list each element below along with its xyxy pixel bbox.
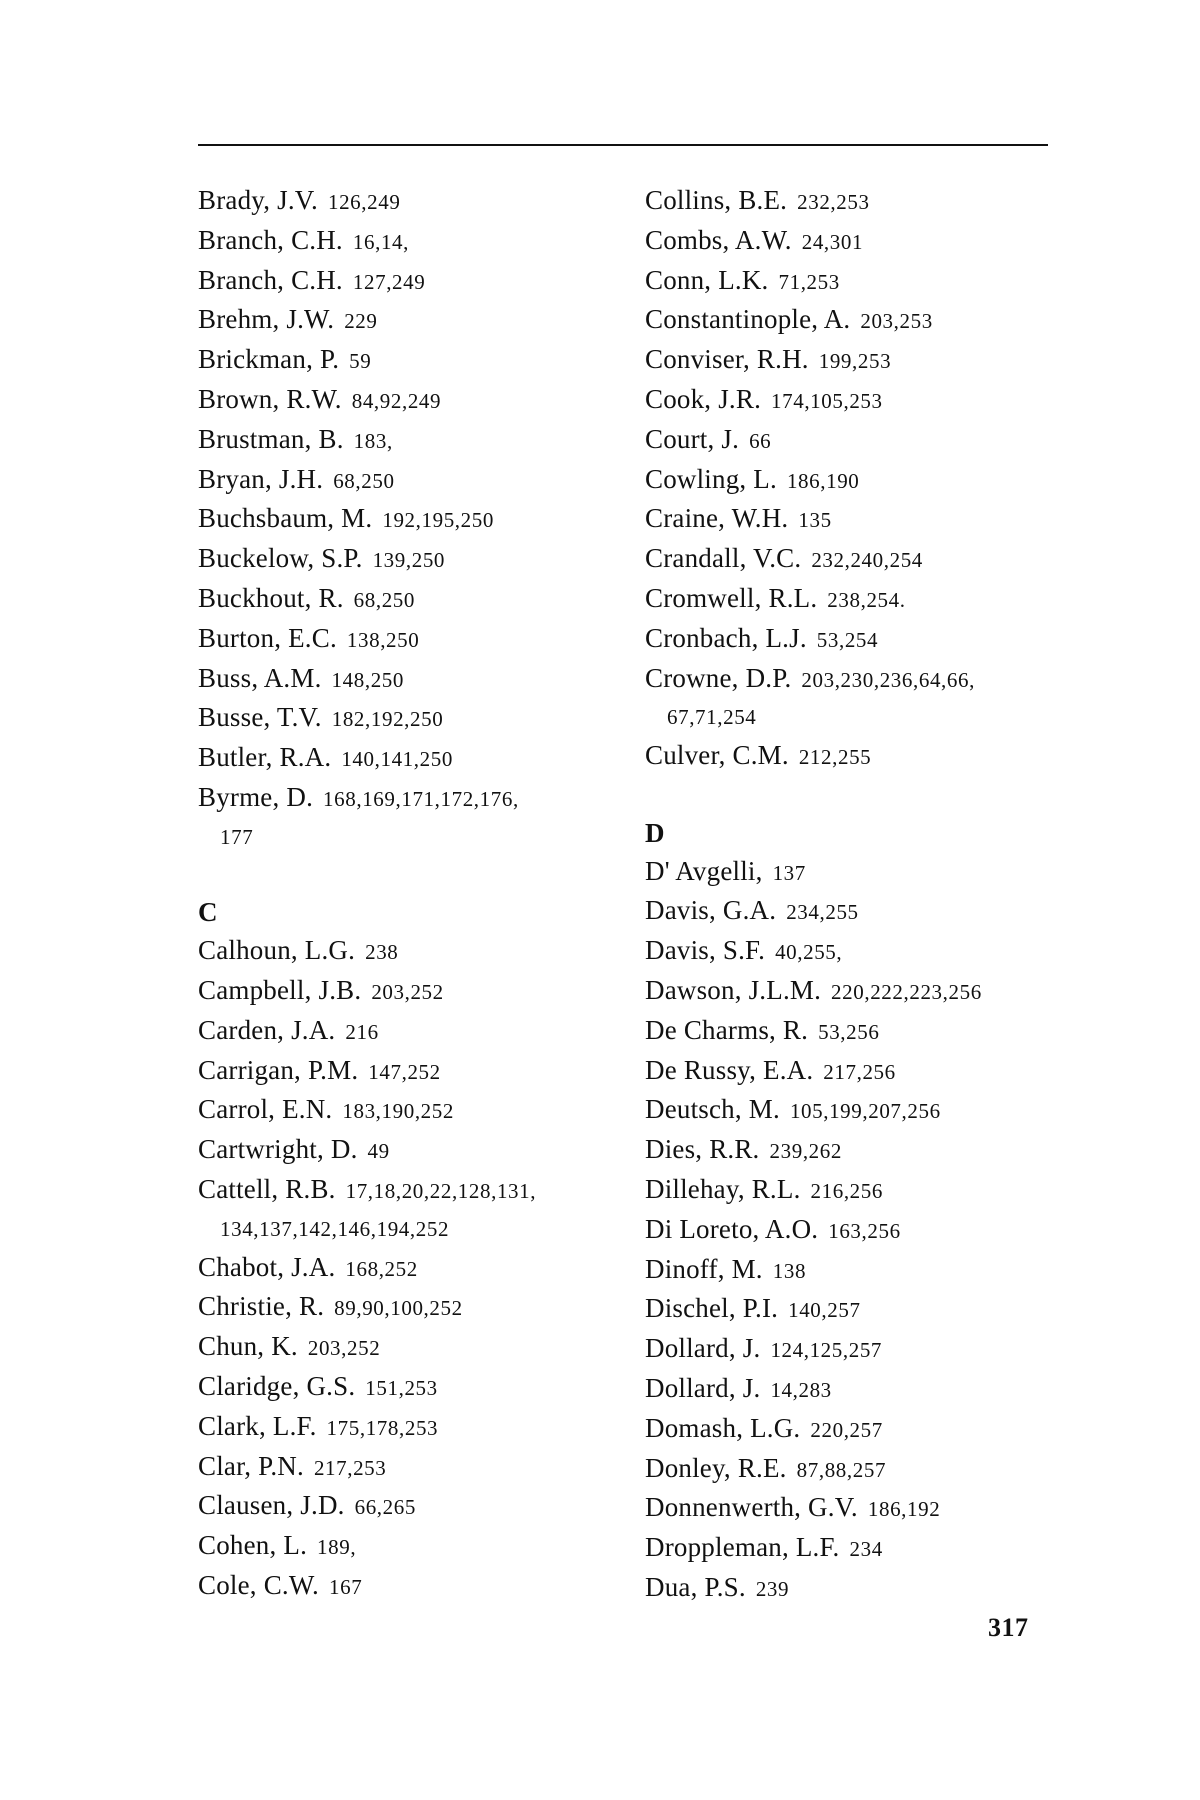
entry-pages: 163,256	[828, 1218, 901, 1243]
index-entry	[645, 1450, 1075, 1490]
entry-name: Combs, A.W.	[645, 224, 792, 255]
entry-name: Buss, A.M.	[198, 662, 322, 693]
entry-name: Donley, R.E.	[645, 1452, 787, 1483]
index-entry	[198, 1328, 628, 1368]
index-entry	[645, 620, 1075, 660]
entry-name: Butler, R.A.	[198, 742, 332, 773]
index-entry	[645, 341, 1075, 381]
entry-name: Brady, J.V.	[198, 185, 318, 215]
entry-name: Cronbach, L.J.	[645, 622, 807, 653]
entry-name: Calhoun, L.G.	[198, 935, 356, 966]
index-entry	[645, 1330, 1075, 1370]
index-entry	[198, 381, 628, 421]
index-entry	[198, 182, 628, 222]
entry-pages: 199,253	[818, 349, 892, 374]
index-entry	[645, 1251, 1075, 1291]
index-column-left	[198, 182, 628, 1607]
entry-name: Cattell, R.B.	[198, 1173, 336, 1204]
entry-pages: 203,253	[860, 309, 933, 334]
entry-name: Branch, C.H.	[198, 224, 343, 255]
entry-pages: 239	[755, 1576, 790, 1601]
entry-pages: 168,169,171,172,176,	[323, 786, 519, 811]
entry-pages: 229	[344, 309, 378, 334]
entry-pages: 167	[329, 1574, 363, 1599]
entry-name: Branch, C.H.	[198, 264, 343, 295]
index-entry	[198, 1368, 628, 1408]
index-entry	[198, 1487, 628, 1527]
entry-pages: 14,283	[770, 1377, 832, 1402]
entry-pages: 234,255	[786, 900, 859, 925]
index-entry	[198, 262, 628, 302]
entry-name: Busse, T.V.	[198, 702, 322, 733]
index-entry	[645, 892, 1075, 932]
entry-name: Carden, J.A.	[198, 1014, 336, 1045]
entry-name: Carrigan, P.M.	[198, 1054, 359, 1085]
index-entry	[198, 301, 628, 341]
entry-name: D' Avgelli,	[645, 855, 763, 886]
entry-name: Conviser, R.H.	[645, 344, 809, 375]
entry-name: Christie, R.	[198, 1291, 325, 1322]
index-entry	[198, 660, 628, 700]
entry-pages: 189,	[317, 1535, 357, 1560]
entry-name: Cole, C.W.	[198, 1569, 320, 1600]
entry-name: Dawson, J.L.M.	[645, 974, 822, 1005]
entry-name: Dollard, J.	[645, 1333, 761, 1364]
index-entry	[198, 1527, 628, 1567]
entry-pages: 216,256	[810, 1178, 883, 1203]
index-entry	[645, 972, 1075, 1012]
index-entry	[198, 500, 628, 540]
entry-name: Chabot, J.A.	[198, 1251, 336, 1282]
index-entry	[198, 620, 628, 660]
index-entry	[198, 1567, 628, 1607]
entry-pages: 203,252	[307, 1336, 381, 1361]
entry-pages: 84,92,249	[351, 388, 442, 413]
index-entry	[198, 932, 628, 972]
index-entry	[645, 500, 1075, 540]
entry-name: Domash, L.G.	[645, 1412, 801, 1443]
index-entry	[645, 1091, 1075, 1131]
section-spacer	[198, 857, 628, 895]
entry-pages: 212,255	[798, 745, 872, 770]
entry-name: Dua, P.S.	[645, 1571, 746, 1602]
entry-name: Cowling, L.	[645, 463, 777, 494]
entry-pages: 203,252	[371, 979, 444, 1004]
section-heading-d: D	[645, 817, 665, 848]
entry-name: Brustman, B.	[198, 423, 344, 454]
index-entry	[198, 1408, 628, 1448]
index-entry	[198, 1131, 628, 1171]
entry-name: Collins, B.E.	[645, 185, 788, 215]
entry-pages: 174,105,253	[771, 388, 883, 413]
entry-pages: 66,265	[354, 1495, 416, 1520]
entry-name: Cartwright, D.	[198, 1134, 358, 1165]
entry-pages: 168,252	[345, 1256, 418, 1281]
entry-pages: 68,250	[353, 587, 416, 612]
entry-pages: 17,18,20,22,128,131,	[345, 1178, 537, 1203]
index-entry	[645, 301, 1075, 341]
index-entry	[645, 421, 1075, 461]
index-entry	[198, 461, 628, 501]
index-entry	[198, 1171, 628, 1211]
entry-pages: 137	[772, 860, 806, 885]
index-entry	[198, 739, 628, 779]
index-entry	[645, 1290, 1075, 1330]
entry-name: Davis, S.F.	[645, 935, 766, 966]
index-entry	[198, 580, 628, 620]
index-entry	[198, 1249, 628, 1289]
entry-pages: 40,255,	[775, 940, 843, 965]
index-column-right	[645, 182, 1075, 1609]
entry-pages: 16,14,	[352, 229, 409, 254]
entry-pages: 220,222,223,256	[831, 979, 982, 1004]
index-entry	[645, 540, 1075, 580]
entry-name: Clark, L.F.	[198, 1410, 317, 1441]
entry-name: Clausen, J.D.	[198, 1490, 345, 1521]
entry-name: Brickman, P.	[198, 344, 340, 375]
index-entry	[645, 222, 1075, 262]
entry-pages: 139,250	[372, 548, 446, 573]
index-entry	[645, 1529, 1075, 1569]
index-entry	[198, 341, 628, 381]
entry-name: Brown, R.W.	[198, 383, 342, 414]
entry-name: Davis, G.A.	[645, 895, 777, 926]
entry-name: Carrol, E.N.	[198, 1094, 333, 1125]
entry-pages: 105,199,207,256	[789, 1099, 941, 1124]
entry-name: Buckelow, S.P.	[198, 543, 363, 574]
entry-name: Byrme, D.	[198, 781, 314, 812]
entry-pages: 216	[345, 1019, 379, 1044]
entry-pages: 66	[749, 428, 772, 453]
entry-pages: 87,88,257	[796, 1457, 887, 1482]
entry-pages: 138	[772, 1258, 807, 1283]
entry-name: Clar, P.N.	[198, 1450, 304, 1481]
index-entry	[198, 1091, 628, 1131]
index-entry	[645, 1171, 1075, 1211]
entry-pages: 53,256	[818, 1019, 880, 1044]
entry-name: Droppleman, L.F.	[645, 1532, 840, 1563]
index-entry	[645, 580, 1075, 620]
index-entry	[198, 779, 628, 819]
entry-pages: 217,256	[823, 1059, 896, 1084]
entry-name: Buckhout, R.	[198, 582, 344, 613]
entry-pages: 71,253	[778, 269, 840, 294]
entry-name: Donnenwerth, G.V.	[645, 1492, 858, 1523]
entry-pages: 124,125,257	[770, 1338, 883, 1363]
entry-name: Campbell, J.B.	[198, 974, 362, 1005]
entry-pages: 127,249	[352, 269, 426, 294]
entry-pages: 232,240,254	[811, 548, 923, 573]
entry-pages: 203,230,236,64,66,	[801, 667, 975, 692]
index-entry	[198, 699, 628, 739]
entry-name: Conn, L.K.	[645, 264, 769, 295]
entry-name: Crandall, V.C.	[645, 543, 802, 574]
index-entry	[645, 1052, 1075, 1092]
entry-pages: 138,250	[346, 627, 420, 652]
entry-pages: 68,250	[333, 468, 395, 493]
entry-name: Dies, R.R.	[645, 1134, 760, 1165]
entry-pages: 217,253	[313, 1455, 387, 1480]
entry-name: Claridge, G.S.	[198, 1370, 356, 1401]
index-entry	[198, 1052, 628, 1092]
entry-pages: 135	[798, 508, 832, 533]
entry-name: Court, J.	[645, 423, 740, 454]
entry-pages: 24,301	[801, 229, 864, 254]
index-entry	[198, 540, 628, 580]
entry-pages: 192,195,250	[382, 508, 494, 533]
section-spacer	[645, 777, 1075, 815]
entry-pages: 175,178,253	[326, 1415, 439, 1440]
entry-name: Dollard, J.	[645, 1372, 761, 1403]
entry-name: Cromwell, R.L.	[645, 582, 818, 613]
entry-pages: 232,253	[797, 190, 870, 214]
index-entry	[645, 1410, 1075, 1450]
entry-name: Burton, E.C.	[198, 622, 337, 653]
entry-name: Cook, J.R.	[645, 383, 762, 414]
entry-name: Craine, W.H.	[645, 503, 789, 534]
entry-pages-continued: 134,137,142,146,194,252	[220, 1216, 450, 1241]
entry-name: Di Loreto, A.O.	[645, 1213, 819, 1244]
entry-name: De Russy, E.A.	[645, 1054, 814, 1085]
index-entry	[198, 1448, 628, 1488]
index-entry	[645, 1489, 1075, 1529]
index-entry	[645, 1012, 1075, 1052]
index-entry	[198, 972, 628, 1012]
entry-name: Buchsbaum, M.	[198, 503, 373, 534]
entry-name: Bryan, J.H.	[198, 463, 324, 494]
entry-pages: 126,249	[327, 190, 401, 214]
entry-name: Dinoff, M.	[645, 1253, 763, 1284]
index-entry	[645, 1370, 1075, 1410]
entry-pages: 53,254	[816, 627, 879, 652]
page-number: 317	[988, 1613, 1029, 1642]
index-entry	[198, 1288, 628, 1328]
entry-pages: 238,254.	[827, 587, 906, 612]
index-entry	[645, 737, 1075, 777]
entry-pages: 239,262	[769, 1139, 842, 1164]
entry-name: Crowne, D.P.	[645, 662, 792, 693]
index-entry	[198, 421, 628, 461]
entry-name: De Charms, R.	[645, 1014, 809, 1045]
entry-pages: 234	[849, 1537, 883, 1562]
index-entry	[645, 1569, 1075, 1609]
entry-pages: 186,190	[786, 468, 860, 493]
entry-pages: 183,190,252	[342, 1099, 454, 1124]
entry-pages: 183,	[353, 428, 393, 453]
index-entry	[645, 262, 1075, 302]
entry-pages: 238	[365, 940, 399, 965]
index-entry	[645, 932, 1075, 972]
entry-name: Brehm, J.W.	[198, 304, 335, 335]
entry-name: Dischel, P.I.	[645, 1293, 779, 1324]
entry-pages: 186,192	[867, 1497, 941, 1522]
entry-pages: 151,253	[365, 1375, 438, 1400]
entry-name: Chun, K.	[198, 1331, 298, 1362]
index-entry	[645, 660, 1075, 700]
entry-name: Culver, C.M.	[645, 740, 789, 771]
entry-pages-continued: 177	[220, 824, 254, 849]
entry-pages: 220,257	[810, 1417, 883, 1442]
entry-pages: 59	[349, 349, 372, 374]
entry-pages: 140,141,250	[341, 747, 453, 772]
index-entry	[645, 182, 1075, 222]
entry-name: Dillehay, R.L.	[645, 1173, 801, 1204]
entry-pages: 182,192,250	[331, 707, 444, 732]
index-entry	[198, 1012, 628, 1052]
index-entry	[198, 222, 628, 262]
index-entry	[645, 853, 1075, 893]
entry-pages: 49	[367, 1139, 390, 1164]
header-rule	[198, 144, 1048, 146]
entry-pages: 148,250	[331, 667, 404, 692]
entry-pages: 140,257	[788, 1298, 861, 1323]
index-entry	[645, 1131, 1075, 1171]
entry-name: Constantinople, A.	[645, 304, 851, 335]
entry-pages: 147,252	[368, 1059, 441, 1084]
entry-pages-continued: 67,71,254	[667, 705, 757, 730]
entry-pages: 89,90,100,252	[334, 1296, 463, 1321]
section-heading-c: C	[198, 897, 218, 928]
index-entry	[645, 1211, 1075, 1251]
entry-name: Deutsch, M.	[645, 1094, 780, 1125]
index-entry	[645, 461, 1075, 501]
entry-name: Cohen, L.	[198, 1530, 308, 1561]
index-entry	[645, 381, 1075, 421]
